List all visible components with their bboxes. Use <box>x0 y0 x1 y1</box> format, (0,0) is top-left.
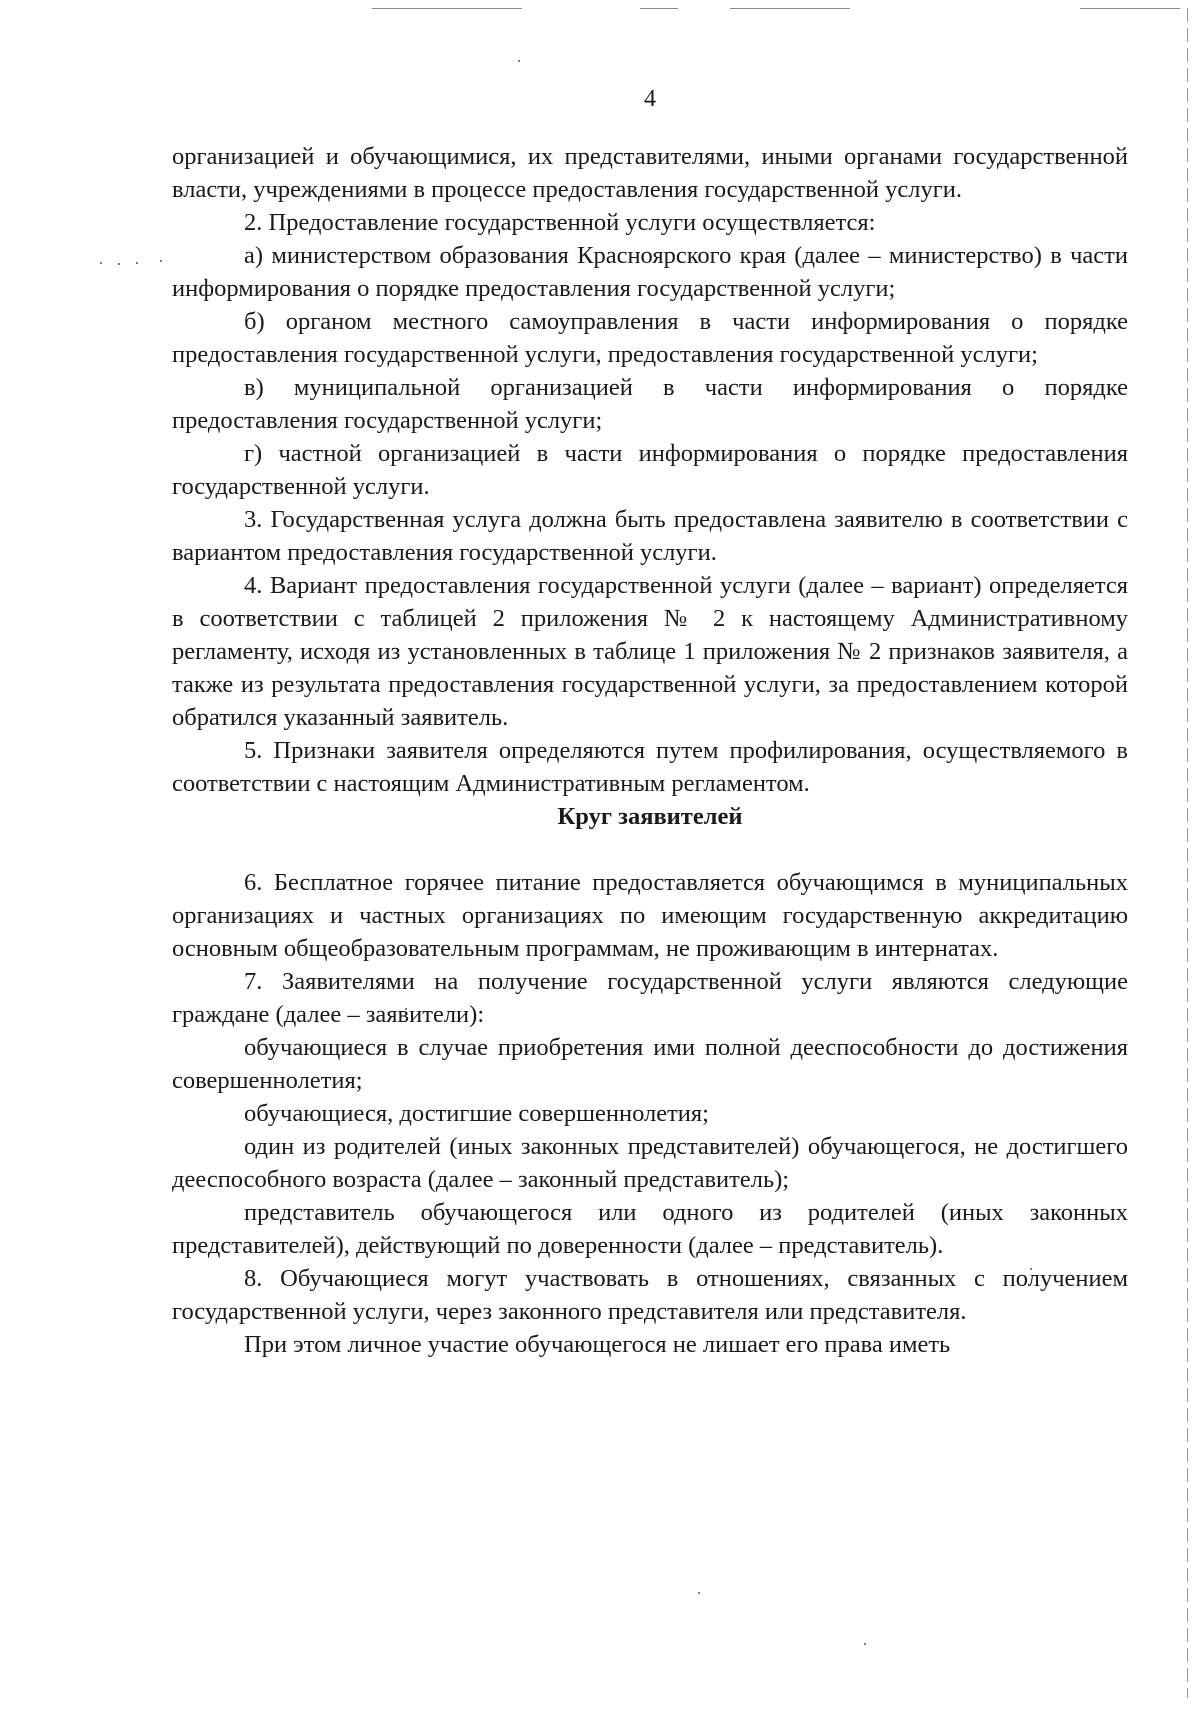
paragraph: а) министерством образования Красноярского края (далее – министерство) в части информирования о порядке предоставления государственной услуги; <box>172 242 1128 302</box>
paragraph: 4. Вариант предоставления государственной услуги (далее – вариант) определяется в соответствии с таблицей 2 приложения № 2 к настоящему Административному регламенту, исходя из установленных в таблице 1 приложения № 2 признаков заявителя, а также из результата предоставления государственной услуги, за предоставлением которой обратился указанный заявитель. <box>172 572 1128 731</box>
scan-edge-top <box>1080 8 1180 9</box>
scan-speck <box>698 1592 700 1594</box>
paragraph: б) органом местного самоуправления в части информирования о порядке предоставления государственной услуги, предоставления государственной услуги; <box>172 308 1128 368</box>
paragraph: 5. Признаки заявителя определяются путем профилирования, осуществляемого в соответствии с настоящим Административным регламентом. <box>172 737 1128 797</box>
paragraph: 6. Бесплатное горячее питание предоставляется обучающимся в муниципальных организациях и частных организациях по имеющим государственную аккредитацию основным общеобразовательным программам, не проживающим в интернатах. <box>172 869 1128 962</box>
scan-speck <box>100 262 102 264</box>
paragraph: г) частной организацией в части информирования о порядке предоставления государственной услуги. <box>172 440 1128 500</box>
paragraph: обучающиеся в случае приобретения ими полной дееспособности до достижения совершеннолетия; <box>172 1034 1128 1094</box>
paragraph: представитель обучающегося или одного из родителей (иных законных представителей), действующий по доверенности (далее – представитель). <box>172 1199 1128 1259</box>
scan-speck <box>160 260 162 262</box>
paragraph: обучающиеся, достигшие совершеннолетия; <box>244 1100 709 1127</box>
paragraph: 2. Предоставление государственной услуги осуществляется: <box>244 209 876 236</box>
scan-edge-right <box>1187 8 1188 1698</box>
scan-edge-top <box>640 8 678 9</box>
paragraph: 8. Обучающиеся могут участвовать в отношениях, связанных с получением государственной услуги, через законного представителя или представителя. <box>172 1265 1128 1325</box>
scan-speck <box>136 262 138 264</box>
paragraph: 3. Государственная услуга должна быть предоставлена заявителю в соответствии с вариантом предоставления государственной услуги. <box>172 506 1128 566</box>
paragraph: При этом личное участие обучающегося не лишает его права иметь <box>244 1331 951 1358</box>
scan-edge-top <box>730 8 850 9</box>
paragraphs-bottom <box>172 866 1128 1361</box>
document-body <box>172 140 1128 1361</box>
page-number: 4 <box>644 86 656 112</box>
scan-speck <box>864 1643 866 1645</box>
section-heading: Круг заявителей <box>557 803 743 830</box>
paragraph: в) муниципальной организацией в части информирования о порядке предоставления государственной услуги; <box>172 374 1128 434</box>
scan-speck <box>518 60 520 62</box>
scan-speck <box>118 263 120 265</box>
paragraphs-top <box>172 140 1128 800</box>
paragraph: 7. Заявителями на получение государственной услуги являются следующие граждане (далее – заявители): <box>172 968 1128 1028</box>
paragraph: организацией и обучающимися, их представителями, иными органами государственной власти, учреждениями в процессе предоставления государственной услуги. <box>172 143 1128 203</box>
paragraph: один из родителей (иных законных представителей) обучающегося, не достигшего дееспособного возраста (далее – законный представитель); <box>172 1133 1128 1193</box>
scan-edge-top <box>372 8 522 9</box>
